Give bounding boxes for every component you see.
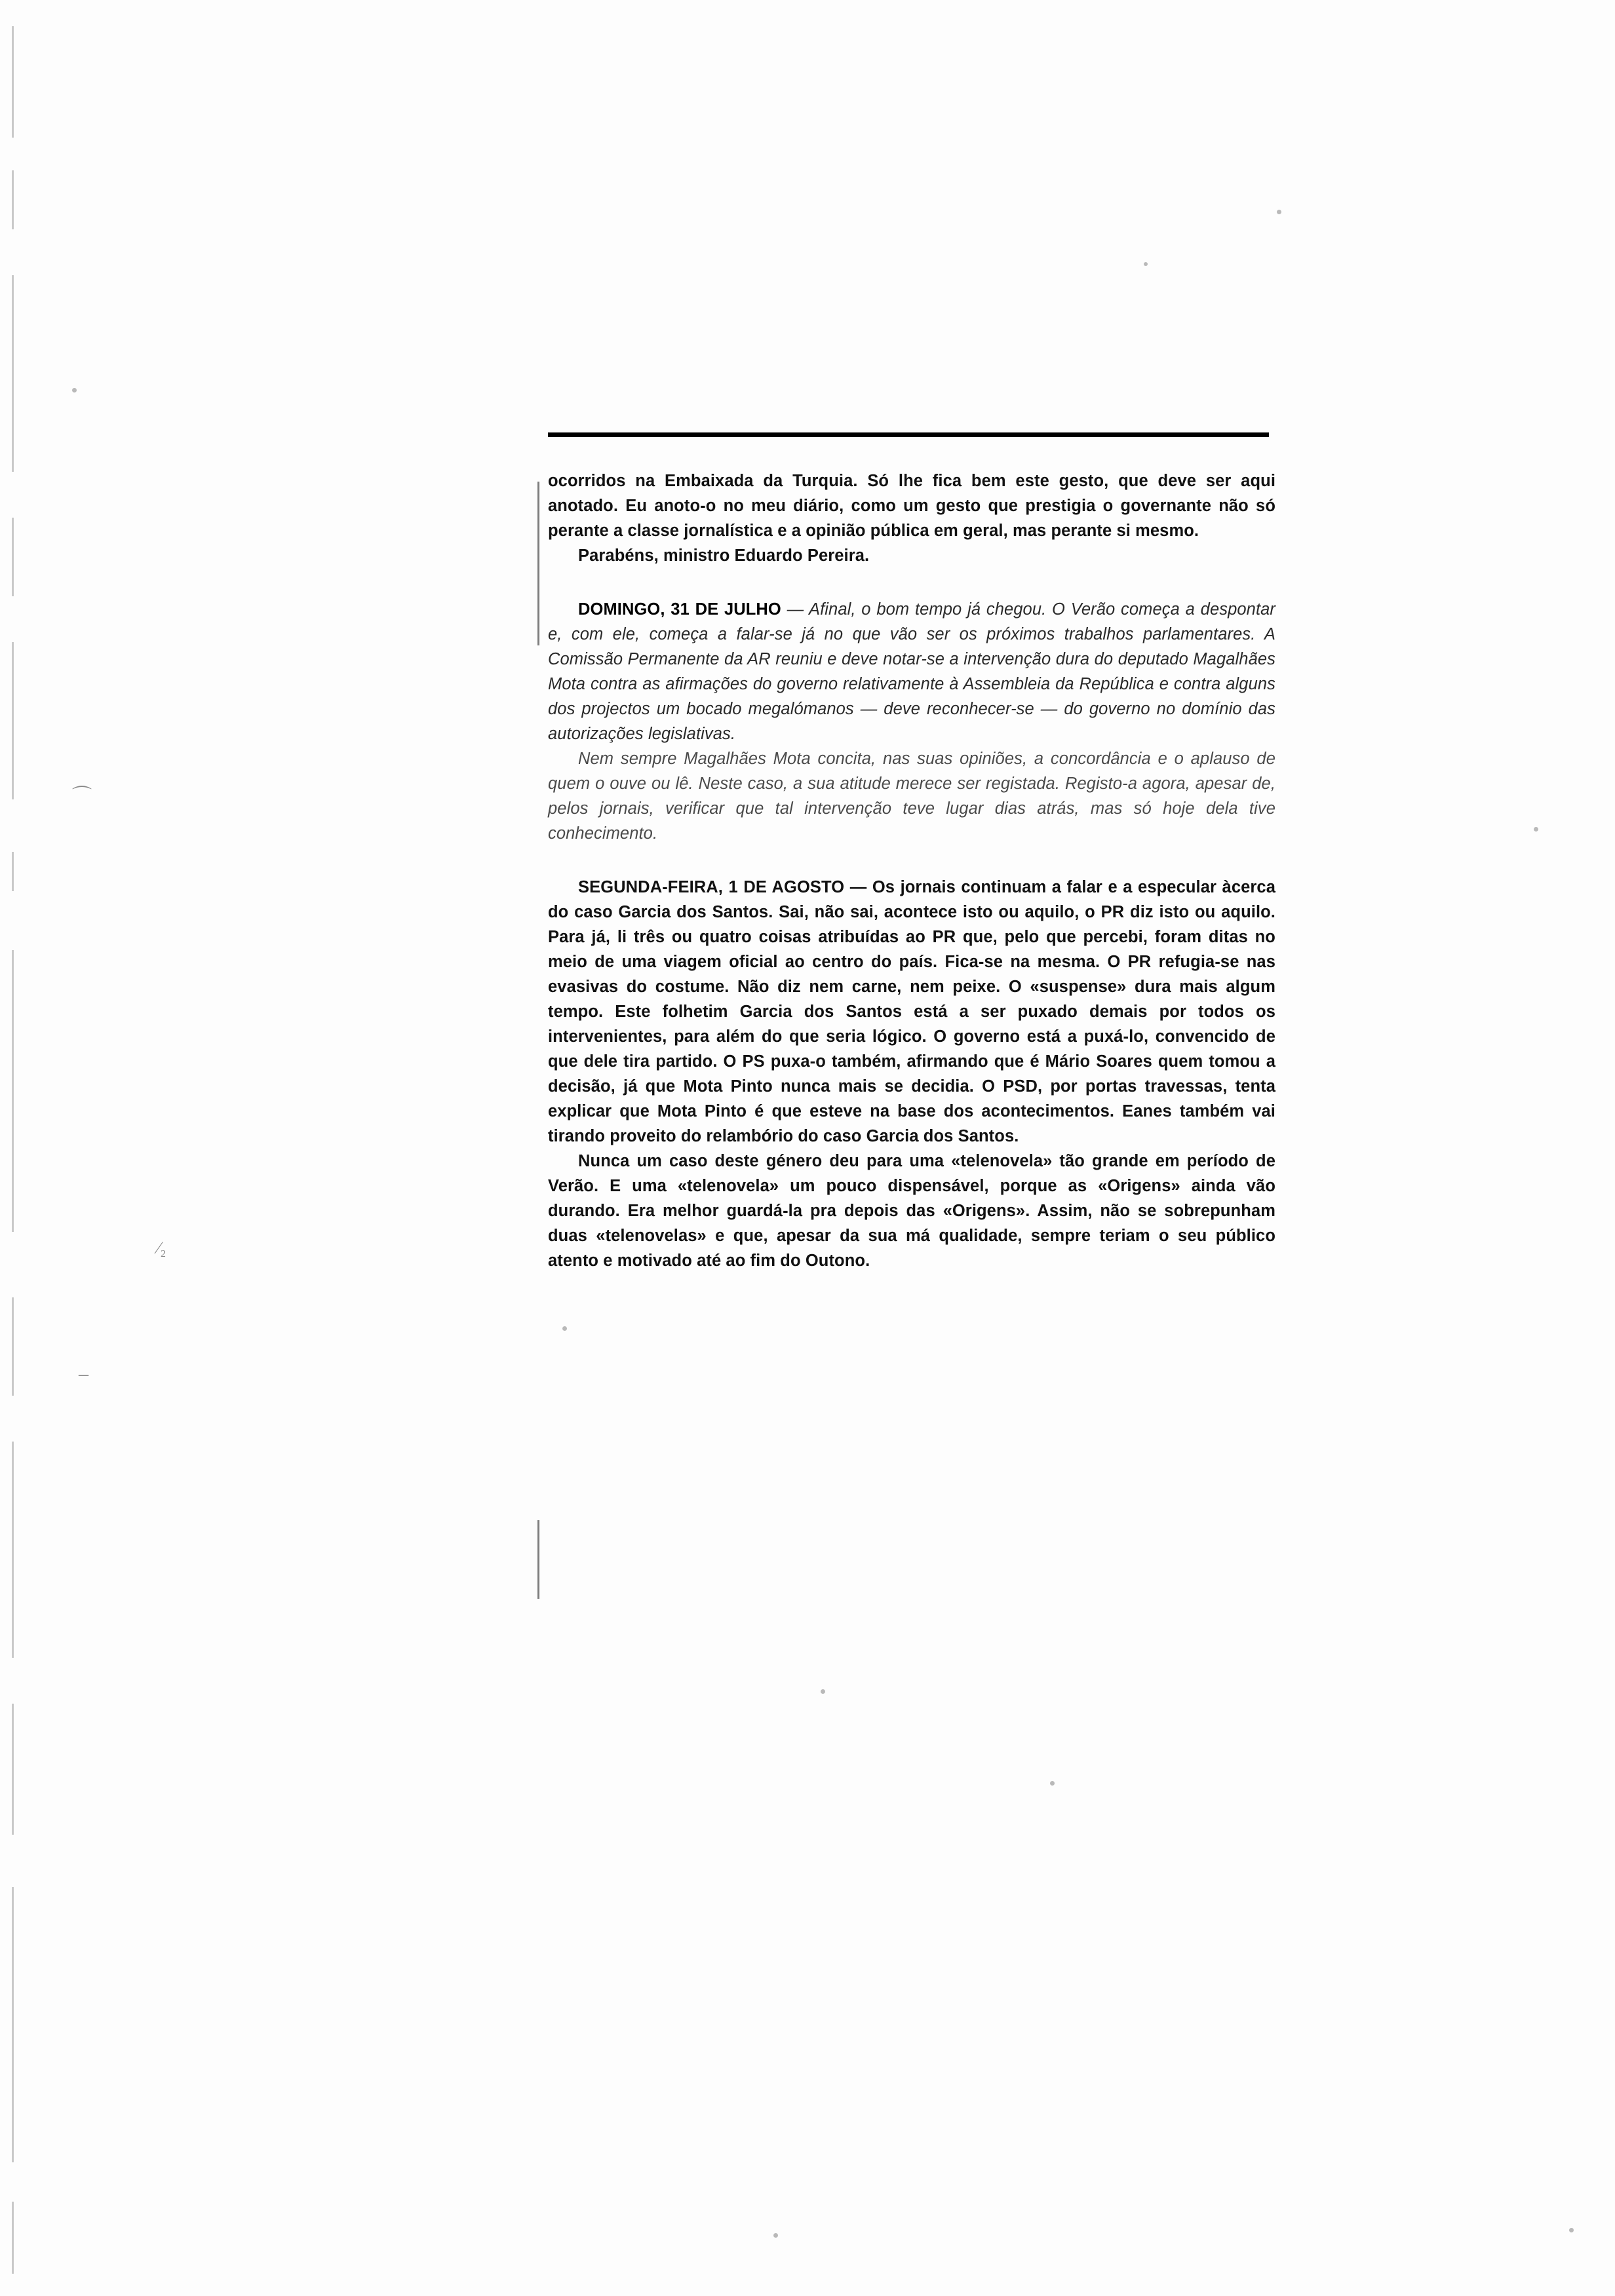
scan-speck	[1050, 1781, 1055, 1786]
paragraph-5	[548, 875, 1275, 1149]
paragraph-spacer	[548, 846, 1275, 875]
paragraph-2	[548, 543, 1275, 568]
scan-speck	[562, 1326, 567, 1331]
scan-speck	[773, 2233, 778, 2238]
paragraph-text: ocorridos na Embaixada da Turquia. Só lhe fica bem este gesto, que deve ser aqui anotado. Eu anoto-o no meu diário, como um gesto que prestigia o governante não só perante a classe jornalística e a opinião pública em geral, mas perante si mesmo.	[548, 472, 1275, 540]
paragraph-spacer	[548, 568, 1275, 597]
entry-heading-segunda-feira: SEGUNDA-FEIRA, 1 DE AGOSTO	[578, 878, 845, 896]
scan-speck	[1569, 2228, 1574, 2232]
scan-speck	[821, 1689, 825, 1694]
pencil-mark: ⌒	[72, 786, 92, 807]
scan-speck	[1534, 827, 1538, 832]
paragraph-6	[548, 1149, 1275, 1273]
scan-speck	[72, 388, 77, 392]
paragraph-text: — Afinal, o bom tempo já chegou. O Verão começa a despontar e, com ele, começa a falar-se já no que vão ser os próximos trabalhos parlamentares. A Comissão Permanente da AR reuniu e deve notar-se a intervenção dura do deputado Magalhães Mota contra as afirmações do governo relativamente à Assembleia da República e contra alguns dos projectos um bocado megalómanos — deve reconhecer-se — do governo no domínio das autorizações legislativas.	[548, 600, 1276, 743]
paragraph-3	[548, 597, 1275, 746]
scan-edge-marks	[12, 0, 18, 2296]
paragraph-1	[548, 469, 1275, 543]
entry-heading-domingo: DOMINGO, 31 DE JULHO	[578, 600, 781, 619]
text-column	[548, 432, 1275, 1273]
scan-speck	[1277, 210, 1281, 214]
pencil-mark: ⁄₂	[157, 1238, 166, 1257]
paragraph-4	[548, 746, 1275, 846]
margin-rule	[537, 1520, 539, 1599]
scan-speck	[1144, 262, 1148, 266]
margin-rule	[537, 482, 539, 645]
paragraph-text: Nunca um caso deste género deu para uma «telenovela» tão grande em período de Verão. E uma «telenovela» um pouco dispensável, porque as «Origens» ainda vão durando. Era melhor guardá-la pra depois das «Origens». Assim, não se sobrepunham duas «telenovelas» e que, apesar da sua má qualidade, sempre teriam o seu público atento e motivado até ao fim do Outono.	[548, 1152, 1275, 1270]
paragraph-text: Parabéns, ministro Eduardo Pereira.	[578, 546, 870, 565]
paragraph-text: Nem sempre Magalhães Mota concita, nas suas opiniões, a concordância e o aplauso de quem o ouve ou lê. Neste caso, a sua atitude merece ser registada. Registo-a agora, apesar de, pelos jornais, verificar que tal intervenção teve lugar dias atrás, mas só hoje dela tive conhecimento.	[548, 750, 1275, 843]
top-rule	[548, 432, 1269, 437]
paragraph-text: — Os jornais continuam a falar e a especular àcerca do caso Garcia dos Santos. Sai, não sai, acontece isto ou aquilo, o PR diz isto ou aquilo. Para já, li três ou quatro coisas atribuídas ao PR que, pelo que percebi, foram ditas no meio de uma viagem oficial ao centro do país. Fica-se na mesma. O PR refugia-se nas evasivas do costume. Não diz nem carne, nem peixe. O «suspense» dura mais algum tempo. Este folhetim Garcia dos Santos está a ser puxado demais por todos os intervenientes, para além do que seria lógico. O governo está a puxá-lo, convencido de que dele tira partido. O PS puxa-o também, afirmando que é Mário Soares quem tomou a decisão, já que Mota Pinto nunca mais se decidia. O PSD, por portas travessas, tenta explicar que Mota Pinto é que esteve na base dos acontecimentos. Eanes também vai tirando proveito do relambório do caso Garcia dos Santos.	[548, 878, 1275, 1145]
pencil-mark: –	[79, 1363, 88, 1385]
